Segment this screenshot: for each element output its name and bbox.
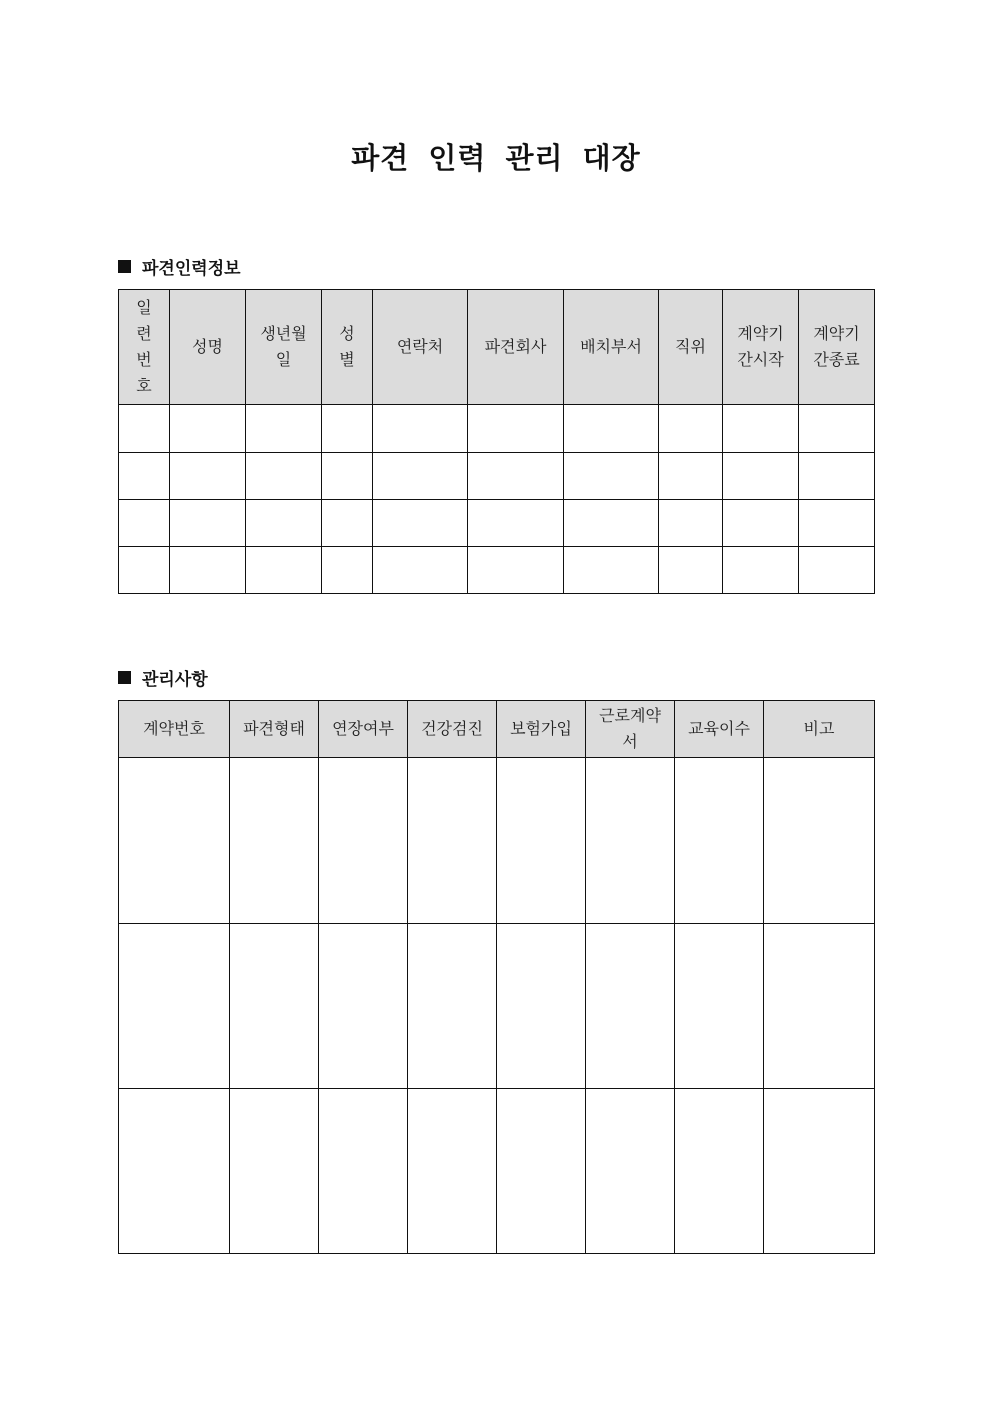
table-cell[interactable]: [799, 547, 875, 594]
square-bullet-icon: [118, 260, 131, 273]
table-row: [119, 500, 875, 547]
table-cell[interactable]: [564, 500, 659, 547]
table-cell[interactable]: [170, 453, 246, 500]
section-heading-dispatch-info: [118, 254, 241, 279]
table-cell[interactable]: [586, 1089, 675, 1254]
table-cell[interactable]: [468, 547, 564, 594]
table-cell[interactable]: [319, 1089, 408, 1254]
table-cell[interactable]: [230, 1089, 319, 1254]
table-cell[interactable]: [230, 924, 319, 1089]
table-cell[interactable]: [723, 500, 799, 547]
table-row: [119, 758, 875, 924]
table-cell[interactable]: [659, 547, 723, 594]
table-cell[interactable]: [373, 405, 468, 453]
table-cell[interactable]: [246, 405, 322, 453]
table-cell[interactable]: [322, 547, 373, 594]
header-position: 직위: [659, 290, 723, 405]
table-cell[interactable]: [675, 758, 764, 924]
table-cell[interactable]: [246, 500, 322, 547]
table-cell[interactable]: [723, 453, 799, 500]
table-row: [119, 547, 875, 594]
section-heading-label: 파견인력정보: [142, 259, 241, 279]
table-cell[interactable]: [799, 500, 875, 547]
table-cell[interactable]: [119, 924, 230, 1089]
table-cell[interactable]: [764, 924, 875, 1089]
table-cell[interactable]: [246, 547, 322, 594]
management-table: [118, 700, 875, 1254]
table-cell[interactable]: [675, 924, 764, 1089]
table-cell[interactable]: [564, 405, 659, 453]
table-cell[interactable]: [170, 500, 246, 547]
table-cell[interactable]: [564, 453, 659, 500]
table-cell[interactable]: [764, 1089, 875, 1254]
table-cell[interactable]: [119, 758, 230, 924]
table-row: [119, 405, 875, 453]
table-cell[interactable]: [586, 924, 675, 1089]
table-cell[interactable]: [723, 405, 799, 453]
table-cell[interactable]: [497, 924, 586, 1089]
header-contract-end: 계약기간종료: [799, 290, 875, 405]
table-cell[interactable]: [319, 924, 408, 1089]
table-cell[interactable]: [373, 453, 468, 500]
section-heading-label: 관리사항: [142, 670, 208, 690]
table-cell[interactable]: [586, 758, 675, 924]
table-cell[interactable]: [659, 405, 723, 453]
table-cell[interactable]: [322, 453, 373, 500]
header-training: 교육이수: [675, 701, 764, 758]
table-cell[interactable]: [119, 547, 170, 594]
table-cell[interactable]: [319, 758, 408, 924]
table-cell[interactable]: [373, 500, 468, 547]
table-cell[interactable]: [119, 405, 170, 453]
header-health-checkup: 건강검진: [408, 701, 497, 758]
table-cell[interactable]: [246, 453, 322, 500]
header-name: 성명: [170, 290, 246, 405]
table-cell[interactable]: [723, 547, 799, 594]
table-cell[interactable]: [764, 758, 875, 924]
header-labor-contract: 근로계약서: [586, 701, 675, 758]
table-cell[interactable]: [373, 547, 468, 594]
document-title: 파견 인력 관리 대장: [351, 141, 641, 175]
header-extension: 연장여부: [319, 701, 408, 758]
header-dispatch-company: 파견회사: [468, 290, 564, 405]
table-cell[interactable]: [799, 453, 875, 500]
table-cell[interactable]: [659, 453, 723, 500]
header-dispatch-type: 파견형태: [230, 701, 319, 758]
table-cell[interactable]: [497, 758, 586, 924]
table-cell[interactable]: [659, 500, 723, 547]
table-cell[interactable]: [322, 405, 373, 453]
table-cell[interactable]: [119, 1089, 230, 1254]
table-cell[interactable]: [799, 405, 875, 453]
table-cell[interactable]: [468, 453, 564, 500]
table-row: [119, 924, 875, 1089]
table-cell[interactable]: [564, 547, 659, 594]
header-serial-number: 일련번호: [119, 290, 170, 405]
table-cell[interactable]: [468, 500, 564, 547]
header-gender: 성별: [322, 290, 373, 405]
section-heading-management: [118, 665, 208, 690]
header-department: 배치부서: [564, 290, 659, 405]
table-row: [119, 1089, 875, 1254]
header-birthdate: 생년월일: [246, 290, 322, 405]
header-remarks: 비고: [764, 701, 875, 758]
dispatch-info-table: [118, 289, 875, 594]
square-bullet-icon: [118, 671, 131, 684]
table-cell[interactable]: [408, 1089, 497, 1254]
table-cell[interactable]: [119, 453, 170, 500]
table-cell[interactable]: [408, 924, 497, 1089]
table-cell[interactable]: [170, 405, 246, 453]
table-cell[interactable]: [119, 500, 170, 547]
table-row: [119, 453, 875, 500]
table-cell[interactable]: [497, 1089, 586, 1254]
table-cell[interactable]: [170, 547, 246, 594]
table-cell[interactable]: [675, 1089, 764, 1254]
header-contract-start: 계약기간시작: [723, 290, 799, 405]
table-cell[interactable]: [408, 758, 497, 924]
table-cell[interactable]: [322, 500, 373, 547]
table-cell[interactable]: [468, 405, 564, 453]
header-contact: 연락처: [373, 290, 468, 405]
table-header-row: [119, 701, 875, 758]
table-header-row: [119, 290, 875, 405]
table-cell[interactable]: [230, 758, 319, 924]
header-contract-number: 계약번호: [119, 701, 230, 758]
header-insurance: 보험가입: [497, 701, 586, 758]
